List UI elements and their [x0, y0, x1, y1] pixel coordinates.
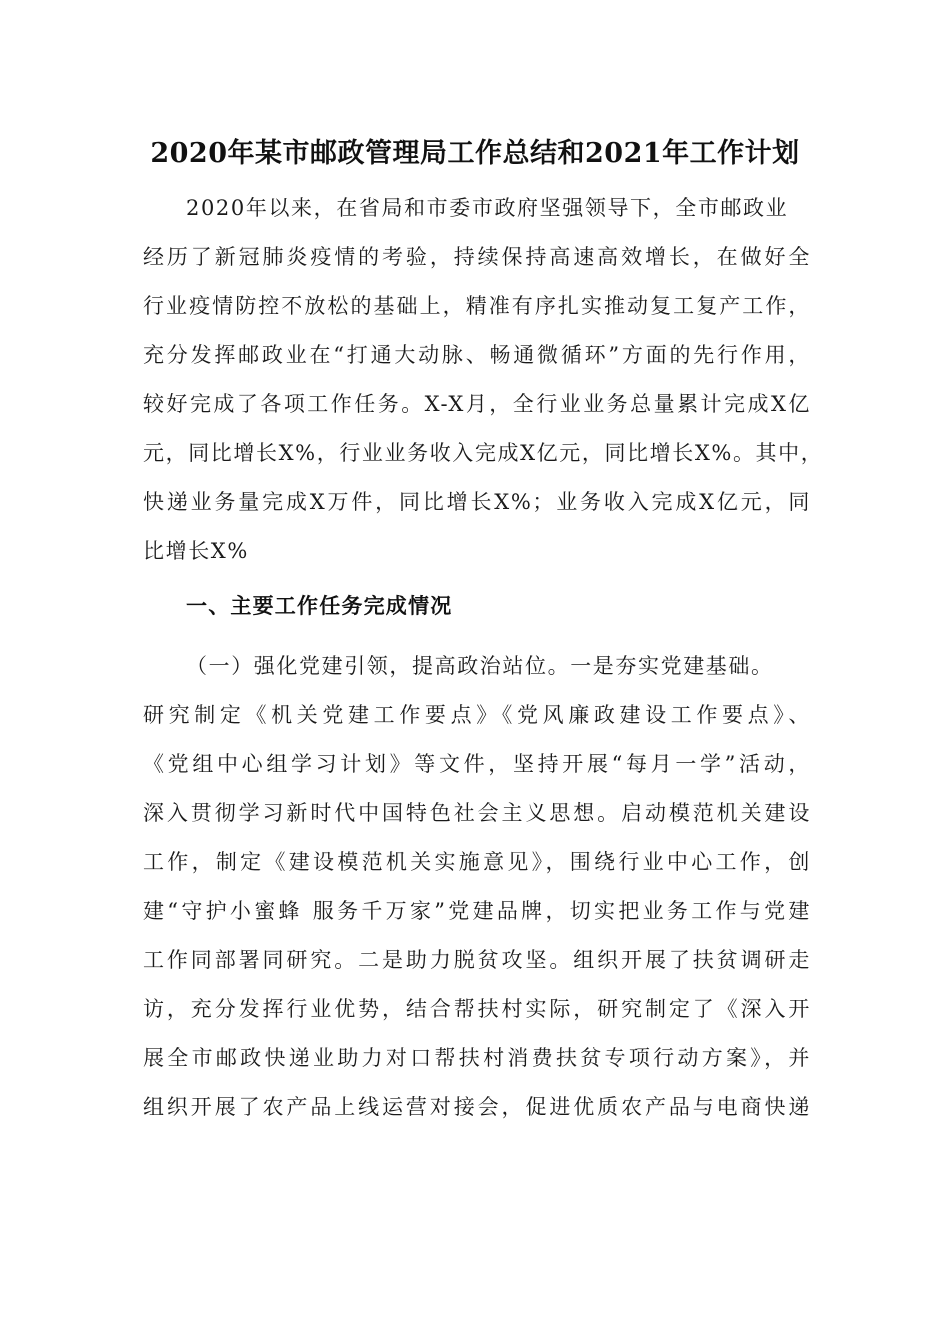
- paragraph-line: （一）强化党建引领，提高政治站位。一是夯实党建基础。: [186, 654, 774, 678]
- paragraph-line: 建“守护小蜜蜂 服务千万家”党建品牌，切实把业务工作与党建: [143, 899, 811, 923]
- section-heading: 一、主要工作任务完成情况: [186, 594, 453, 618]
- document-title: 2020年某市邮政管理局工作总结和2021年工作计划: [150, 138, 800, 169]
- paragraph-line: 快递业务量完成X万件，同比增长X%；业务收入完成X亿元，同: [143, 490, 811, 514]
- paragraph-line: 展全市邮政快递业助力对口帮扶村消费扶贫专项行动方案》，并: [143, 1046, 811, 1070]
- paragraph-line: 行业疫情防控不放松的基础上，精准有序扎实推动复工复产工作，: [143, 294, 811, 318]
- paragraph-line: 工作同部署同研究。二是助力脱贫攻坚。组织开展了扶贫调研走: [143, 948, 811, 972]
- paragraph-line: 经历了新冠肺炎疫情的考验，持续保持高速高效增长，在做好全: [143, 245, 811, 269]
- paragraph-line: 元，同比增长X%，行业业务收入完成X亿元，同比增长X%。其中，: [143, 441, 824, 465]
- paragraph-line: 访，充分发挥行业优势，结合帮扶村实际，研究制定了《深入开: [143, 997, 811, 1021]
- intro-paragraph: [143, 184, 824, 576]
- paragraph-line: 充分发挥邮政业在“打通大动脉、畅通微循环”方面的先行作用，: [143, 343, 811, 367]
- paragraph-line: 深入贯彻学习新时代中国特色社会主义思想。启动模范机关建设: [143, 801, 811, 825]
- paragraph-line: 较好完成了各项工作任务。X-X月，全行业业务总量累计完成X亿: [143, 392, 811, 416]
- paragraph-line: 工作，制定《建设模范机关实施意见》，围绕行业中心工作，创: [143, 850, 811, 874]
- paragraph-line: 《党组中心组学习计划》等文件，坚持开展“每月一学”活动，: [143, 752, 811, 776]
- paragraph-line: 比增长X%: [143, 539, 249, 563]
- paragraph-line: 研究制定《机关党建工作要点》《党风廉政建设工作要点》、: [143, 703, 811, 727]
- paragraph-line: 组织开展了农产品上线运营对接会，促进优质农产品与电商快递: [143, 1095, 811, 1119]
- section-paragraph: [143, 642, 811, 1132]
- paragraph-line: 2020年以来，在省局和市委市政府坚强领导下，全市邮政业: [186, 196, 789, 220]
